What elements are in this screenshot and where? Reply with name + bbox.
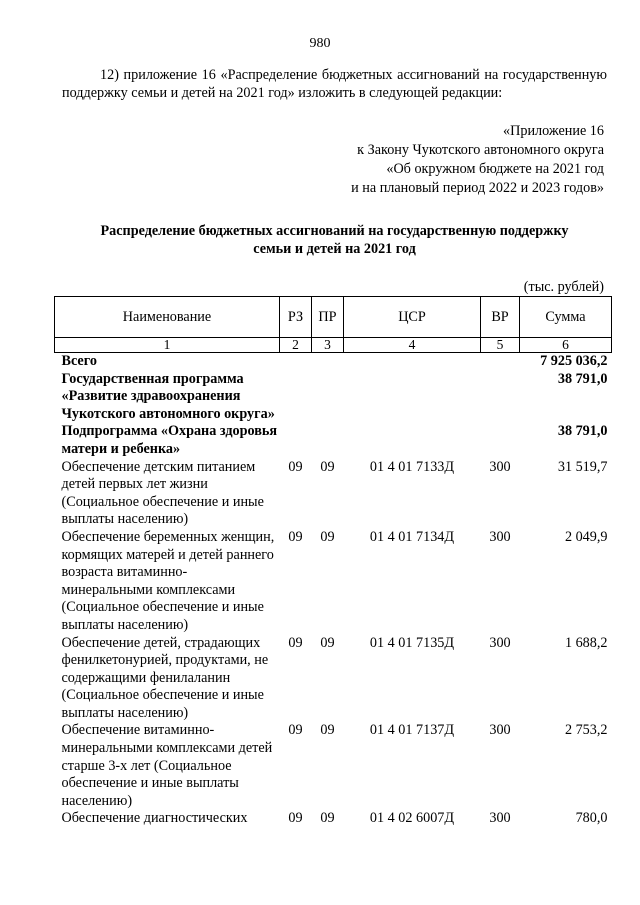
column-number: 5 [481,338,520,353]
document-title [62,222,607,258]
row-rz: 09 [288,458,303,475]
row-csr: 01 4 02 6007Д [369,810,455,827]
table-row [55,371,612,424]
row-rz: 09 [288,634,303,651]
table-row [55,722,612,810]
row-name: Всего [61,353,97,369]
row-vr [481,371,520,424]
document-title-line-2: семьи и детей на 2021 год [253,241,416,257]
table-row [55,810,612,828]
row-name: Государственная программа «Развитие здравоохранения Чукотского автономного округа» [61,370,275,422]
appendix-line-1: «Приложение 16 [503,123,604,139]
row-vr: 300 [489,634,511,651]
table-row [55,529,612,635]
header-name: Наименование [55,297,280,338]
row-vr: 300 [489,458,511,475]
row-rz [280,423,312,458]
header-rz: РЗ [280,297,312,338]
budget-table [54,296,612,828]
row-sum: 2 753,2 [564,722,608,739]
intro-paragraph: 12) приложение 16 «Распределение бюджетных ассигнований на государственную поддержку семьи и детей на 2021 год» изложить в следующей редакции: [62,67,607,101]
row-sum: 780,0 [575,810,608,827]
row-sum: 2 049,9 [564,528,608,545]
table-row [55,635,612,723]
row-vr: 300 [489,810,511,827]
row-sum: 1 688,2 [564,634,608,651]
row-sum: 7 925 036,2 [540,353,608,369]
appendix-line-4: и на плановый период 2022 и 2023 годов» [351,180,604,196]
row-name: Обеспечение детским питанием детей первых лет жизни (Социальное обеспечение и иные выплаты населению) [61,458,264,528]
header-sum: Сумма [520,297,612,338]
row-csr [344,423,481,458]
header-csr: ЦСР [344,297,481,338]
row-pr [312,423,344,458]
column-number: 1 [55,338,280,353]
row-sum: 31 519,7 [557,458,608,475]
column-number: 4 [344,338,481,353]
row-rz: 09 [288,528,303,545]
row-pr: 09 [320,810,335,827]
row-name: Обеспечение диагностических [61,810,248,827]
units-label: (тыс. рублей) [523,279,604,295]
column-number: 3 [312,338,344,353]
header-pr: ПР [312,297,344,338]
row-pr: 09 [320,458,335,475]
row-rz: 09 [288,810,303,827]
row-rz [280,353,312,371]
table-body [55,353,612,829]
header-vr: ВР [481,297,520,338]
row-name: Обеспечение витаминно-минеральными комплексами детей старше 3-х лет (Социальное обеспечение и иные выплаты населению) [61,722,273,809]
table-row [55,423,612,458]
row-vr [481,353,520,371]
row-name: Подпрограмма «Охрана здоровья матери и ребенка» [61,423,278,457]
row-pr: 09 [320,528,335,545]
appendix-reference [351,122,604,198]
table-row [55,459,612,529]
row-csr: 01 4 01 7133Д [369,458,455,475]
row-csr: 01 4 01 7137Д [369,722,455,739]
row-pr [312,353,344,371]
column-number: 2 [280,338,312,353]
column-number: 6 [520,338,612,353]
row-csr [344,371,481,424]
row-rz [280,371,312,424]
row-pr [312,371,344,424]
row-sum: 38 791,0 [557,370,608,387]
table-row [55,353,612,371]
row-sum: 38 791,0 [557,423,608,440]
page-number: 980 [309,36,331,51]
column-number-row [55,338,612,353]
table-header-row [55,297,612,338]
appendix-line-3: «Об окружном бюджете на 2021 год [386,161,604,177]
row-name: Обеспечение детей, страдающих фенилкетонурией, продуктами, не содержащими фенилаланин (Социальное обеспечение и иные выплаты населению) [61,634,269,721]
row-vr: 300 [489,528,511,545]
document-title-line-1: Распределение бюджетных ассигнований на государственную поддержку [100,223,569,239]
row-vr: 300 [489,722,511,739]
row-rz: 09 [288,722,303,739]
row-pr: 09 [320,722,335,739]
row-vr [481,423,520,458]
appendix-line-2: к Закону Чукотского автономного округа [357,142,604,158]
row-csr: 01 4 01 7135Д [369,634,455,651]
row-pr: 09 [320,634,335,651]
row-csr: 01 4 01 7134Д [369,528,455,545]
row-name: Обеспечение беременных женщин, кормящих матерей и детей раннего возраста витаминно-минеральными комплексами (Социальное обеспечение и иные выплаты населению) [61,528,275,633]
row-csr [344,353,481,371]
